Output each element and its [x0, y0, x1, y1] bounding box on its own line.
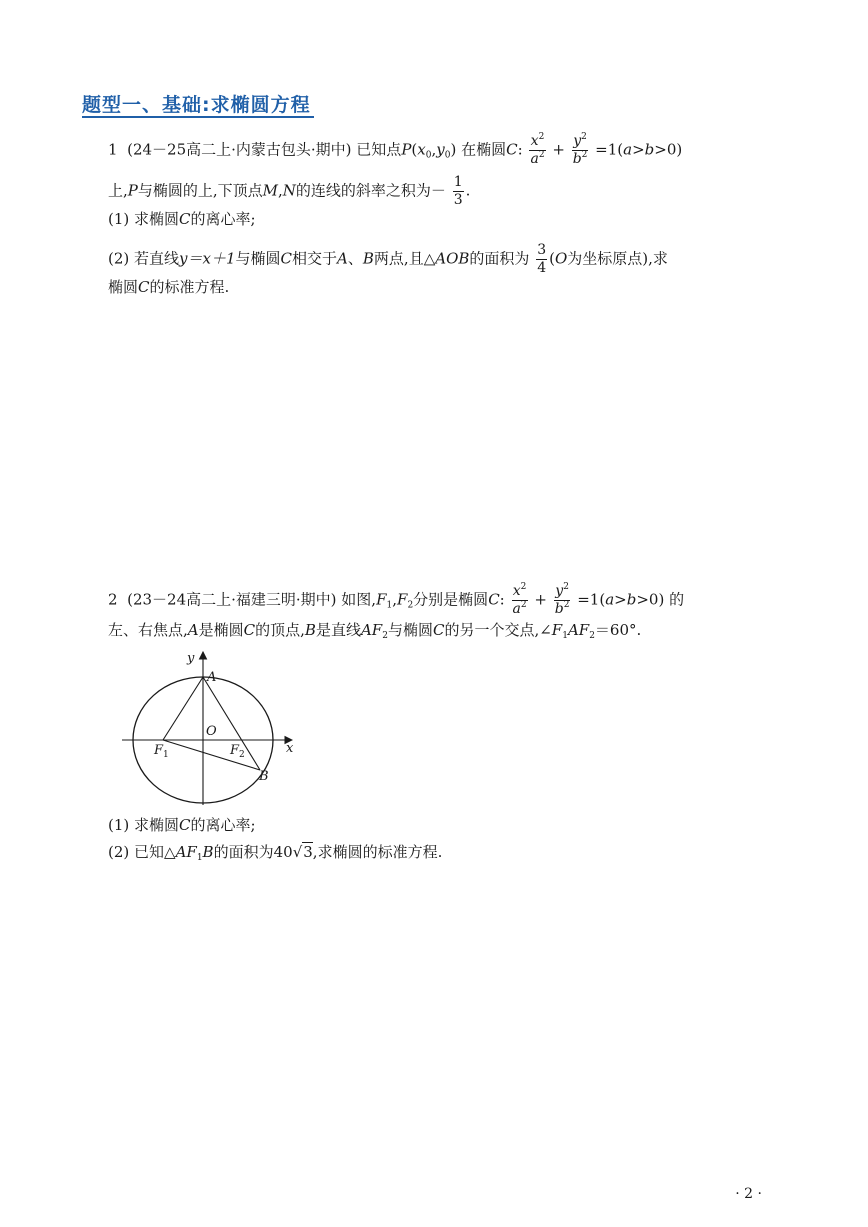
- text: 与椭圆: [235, 249, 281, 268]
- math-var: B: [202, 843, 214, 861]
- math-var: AF: [567, 621, 590, 639]
- subscript: 2: [407, 600, 414, 611]
- text: 已知点: [356, 140, 402, 159]
- text: 上,: [108, 181, 128, 200]
- math-var: N: [282, 181, 296, 200]
- math-var: C: [506, 140, 518, 159]
- math-var: C: [432, 621, 445, 639]
- text: >: [614, 590, 627, 609]
- math-var: C: [488, 590, 500, 609]
- math-var: F: [376, 590, 387, 609]
- math-var: b: [554, 601, 564, 617]
- text: ): [450, 140, 457, 159]
- problem2-question2: [108, 842, 442, 862]
- subscript: 0: [444, 150, 451, 161]
- section-title: 题型一、基础:求椭圆方程: [82, 94, 311, 116]
- numerator: 1: [453, 174, 463, 190]
- math-var: x: [530, 133, 539, 149]
- math-var: C: [243, 621, 256, 639]
- subscript: 1: [196, 853, 203, 863]
- text: :: [499, 590, 505, 609]
- denominator: 3: [453, 192, 463, 208]
- text: ＝60°.: [594, 621, 642, 639]
- ellipse-figure: [110, 648, 310, 808]
- superscript: 2: [520, 582, 527, 592]
- math-var: b: [572, 151, 582, 167]
- text: ,: [431, 140, 437, 159]
- superscript: 2: [520, 600, 527, 610]
- subscript: 1: [562, 631, 568, 641]
- text: (2) 若直线: [108, 249, 180, 268]
- superscript: 2: [563, 600, 570, 610]
- text: 椭圆: [108, 278, 139, 296]
- text: ,: [392, 590, 398, 609]
- superscript: 2: [581, 150, 588, 160]
- math-var: B: [362, 249, 374, 268]
- label-O: O: [206, 724, 217, 739]
- label-x: x: [286, 741, 294, 756]
- problem-source: (24－25高二上·内蒙古包头·期中): [127, 140, 352, 159]
- text: 、: [347, 249, 363, 268]
- fraction-x2-a2: [512, 583, 528, 618]
- math-var: b: [626, 590, 637, 609]
- denominator: 4: [537, 260, 547, 276]
- math-expr: y＝x＋1: [179, 249, 236, 268]
- subscript: 2: [382, 631, 388, 641]
- math-var: AOB: [435, 249, 470, 268]
- math-var: a: [512, 601, 521, 617]
- text: 与椭圆的上,下顶点: [137, 181, 263, 200]
- text: 在椭圆: [461, 140, 507, 159]
- radicand: 3: [303, 843, 313, 861]
- superscript: 2: [538, 150, 545, 160]
- text: 是椭圆: [198, 621, 244, 639]
- math-var: A: [337, 249, 348, 268]
- math-var: C: [138, 278, 150, 296]
- problem2-line1: [108, 583, 684, 618]
- math-var: O: [554, 249, 568, 268]
- text: 左、右焦点,: [108, 621, 188, 639]
- text: 的离心率;: [190, 816, 256, 834]
- math-var: F: [397, 590, 408, 609]
- text: 的标准方程.: [149, 278, 230, 296]
- problem1-question2: [108, 242, 668, 277]
- text: +: [534, 590, 547, 609]
- problem2-question1: [108, 815, 256, 835]
- text: 如图,: [341, 590, 377, 609]
- text: ,: [278, 181, 283, 200]
- segment-f1-b: [163, 740, 260, 770]
- sqrt-sign: √: [292, 843, 303, 861]
- problem-source: (23－24高二上·福建三明·期中): [127, 590, 337, 609]
- text: 分别是椭圆: [413, 590, 489, 609]
- math-var: B: [304, 621, 316, 639]
- text: :: [517, 140, 523, 159]
- math-var: AF: [175, 843, 197, 861]
- text: 相交于: [292, 249, 338, 268]
- math-var: M: [262, 181, 279, 200]
- text: 的连线的斜率之积为－: [295, 181, 446, 200]
- text: >: [632, 140, 645, 159]
- text: 与椭圆: [387, 621, 433, 639]
- label-F2-sub: 2: [239, 750, 245, 760]
- superscript: 2: [563, 582, 569, 592]
- math-var: x: [417, 140, 426, 159]
- math-number: 40: [273, 843, 293, 861]
- page-number: · 2 ·: [735, 1186, 762, 1202]
- text: 的顶点,: [255, 621, 305, 639]
- problem2-line2: [108, 620, 641, 640]
- label-B: B: [259, 769, 269, 784]
- fraction-x2-a2: [529, 133, 545, 168]
- subscript: 2: [589, 631, 595, 641]
- math-var: y: [573, 133, 582, 149]
- text: 的离心率;: [190, 210, 256, 228]
- math-var: C: [179, 210, 191, 228]
- math-var: x: [512, 583, 521, 599]
- text: 为坐标原点),求: [567, 249, 668, 268]
- fraction-area: [536, 242, 547, 277]
- text: >0): [636, 590, 665, 609]
- math-var: P: [401, 140, 412, 159]
- label-F1: F: [154, 743, 164, 758]
- math-var: y: [436, 140, 445, 159]
- text: (: [411, 140, 418, 159]
- text: (1) 求椭圆: [108, 816, 180, 834]
- math-var: F: [551, 621, 563, 639]
- text: (2) 已知△: [108, 843, 176, 861]
- problem1-question1: [108, 209, 256, 229]
- math-var: A: [187, 621, 199, 639]
- math-var: y: [555, 583, 564, 599]
- math-var: C: [179, 816, 191, 834]
- fraction-slope: [453, 174, 464, 209]
- math-var: b: [644, 140, 655, 159]
- numerator: 3: [537, 242, 547, 258]
- text: 是直线: [315, 621, 361, 639]
- problem1-line2: [108, 174, 470, 209]
- text: +: [552, 140, 565, 159]
- problem-number: 1: [108, 140, 118, 159]
- math-var: a: [530, 151, 539, 167]
- text: (: [549, 249, 555, 268]
- superscript: 2: [581, 132, 587, 142]
- text: ,求椭圆的标准方程.: [312, 843, 443, 861]
- fraction-y2-b2: [572, 133, 589, 168]
- label-A: A: [207, 670, 217, 685]
- math-var: P: [127, 181, 138, 200]
- text: .: [465, 181, 471, 200]
- label-F1-sub: 1: [163, 750, 169, 760]
- text: 的面积为: [213, 843, 274, 861]
- math-var: AF: [360, 621, 383, 639]
- text: 两点,且△: [373, 249, 436, 268]
- subscript: 1: [386, 600, 393, 611]
- problem-number: 2: [108, 590, 118, 609]
- fraction-y2-b2: [554, 583, 571, 618]
- title-underline: [82, 116, 314, 118]
- subscript: 0: [425, 150, 432, 161]
- superscript: 2: [538, 132, 545, 142]
- text: (1) 求椭圆: [108, 210, 180, 228]
- text: 的: [669, 590, 685, 609]
- math-var: a: [605, 590, 615, 609]
- text: =1(: [595, 140, 624, 159]
- math-var: a: [623, 140, 633, 159]
- problem1-line1: [108, 133, 682, 168]
- text: 的另一个交点,∠: [444, 621, 552, 639]
- segment-f1-a: [163, 677, 203, 740]
- text: =1(: [577, 590, 606, 609]
- text: 的面积为: [469, 249, 530, 268]
- text: >0): [654, 140, 683, 159]
- problem1-question2-cont: [108, 277, 229, 297]
- label-F2: F: [230, 743, 240, 758]
- math-var: C: [280, 249, 293, 268]
- label-y: y: [187, 651, 195, 666]
